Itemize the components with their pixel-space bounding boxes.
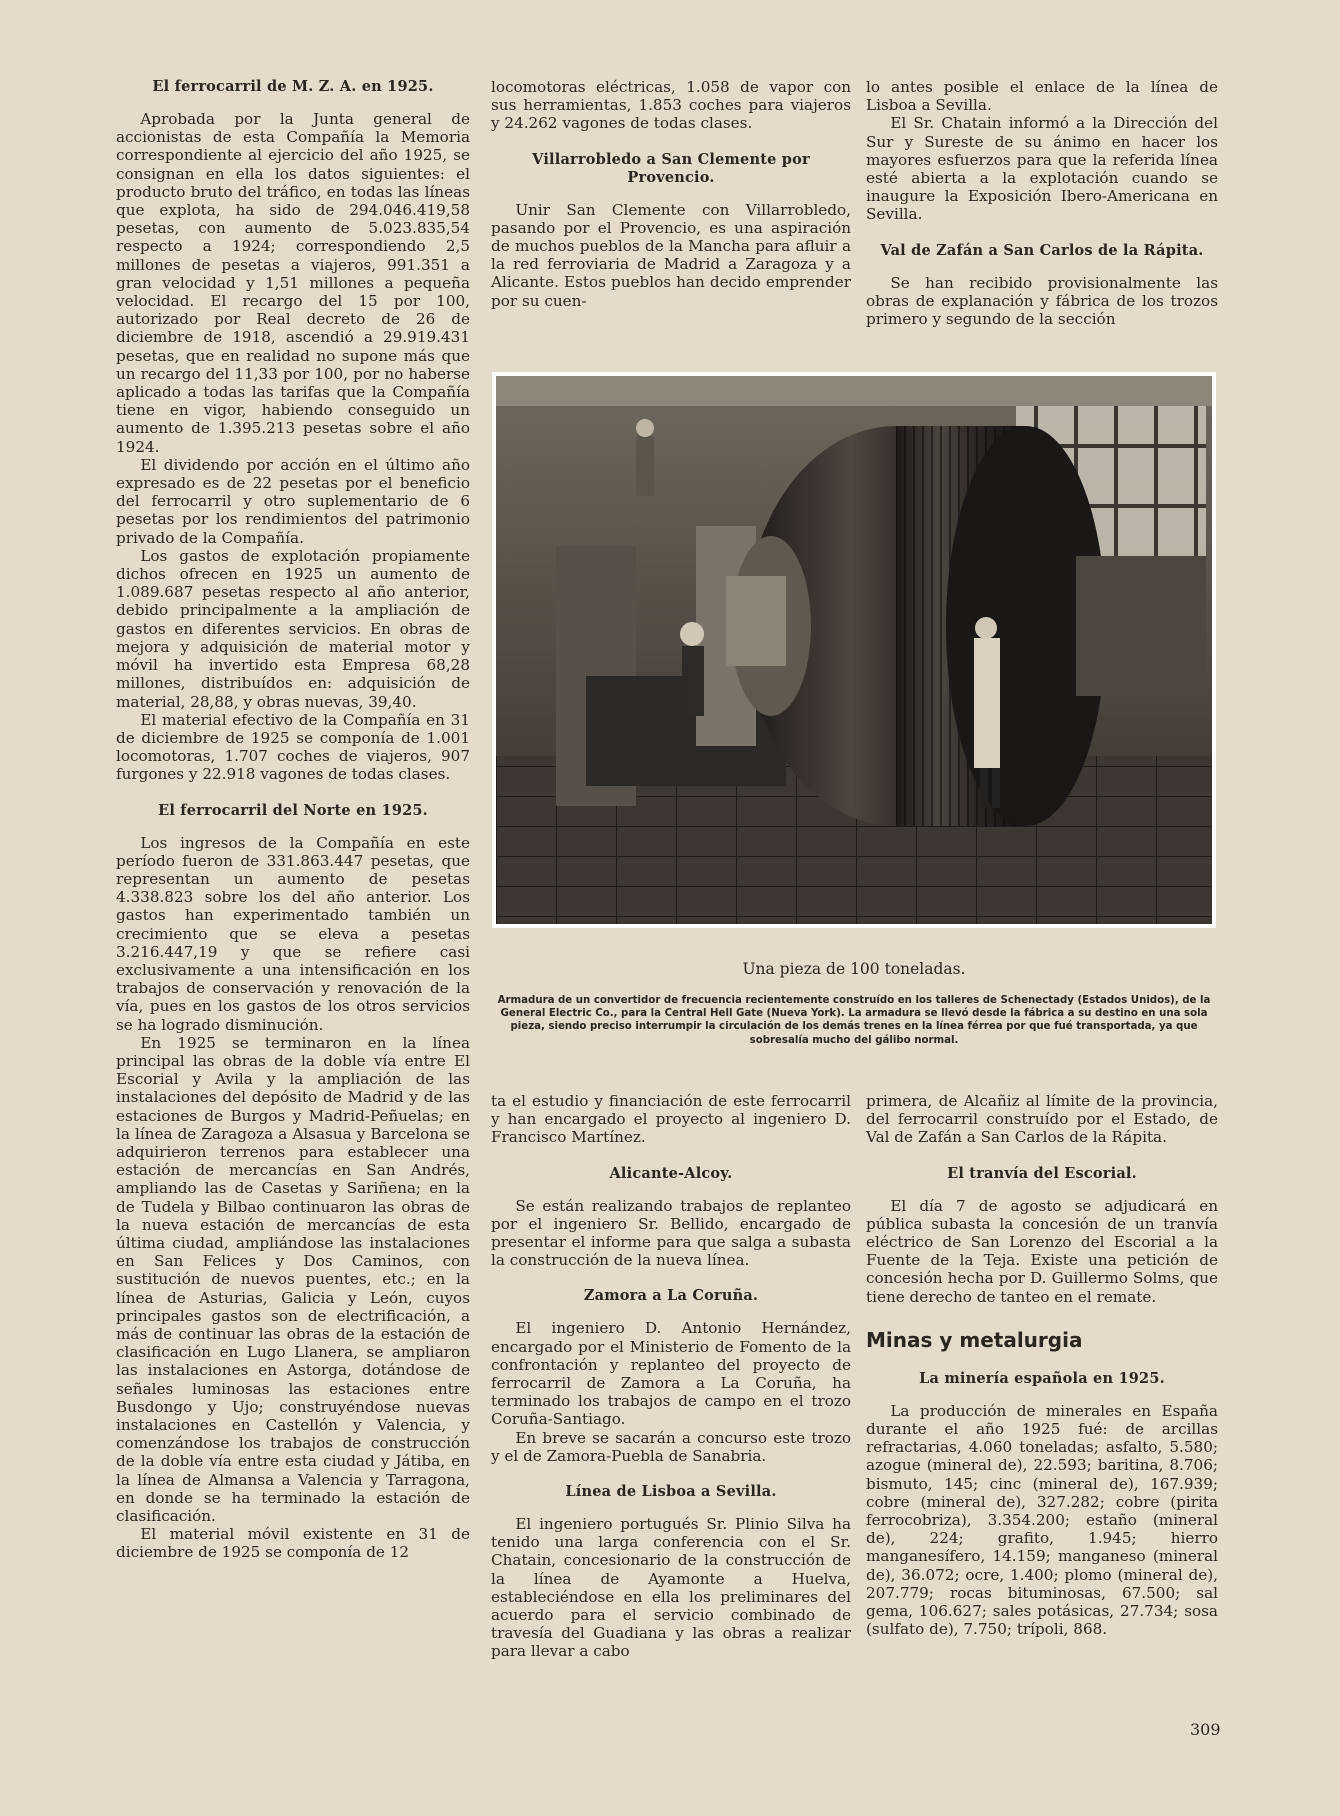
- text-column-2: [491, 78, 851, 310]
- article-heading-norte: El ferrocarril del Norte en 1925.: [158, 801, 428, 819]
- article-heading-val-de-zafan: Val de Zafán a San Carlos de la Rápita.: [880, 241, 1204, 259]
- text-column-3: [866, 78, 1218, 328]
- factory-armature-image: [496, 376, 1212, 924]
- page-number: 309: [1190, 1720, 1221, 1739]
- paragraph: ta el estudio y financiación de este ferrocarril y han encargado el proyecto al ingeniero D. Francisco Martínez.: [491, 1092, 851, 1147]
- paragraph: El ingeniero portugués Sr. Plinio Silva ha tenido una larga conferencia con el Sr. Chatain, concesionario de la construcción de la línea de Ayamonte a Huelva, estableciéndose en ella los preliminares del acuerdo para el servicio combinado de travesía del Guadiana y las obras a realizar para llevar a cabo: [491, 1515, 851, 1661]
- paragraph: Se han recibido provisionalmente las obras de explanación y fábrica de los trozos primero y segundo de la sección: [866, 273, 1218, 329]
- article-heading-zamora-coruna: Zamora a La Coruña.: [583, 1287, 759, 1305]
- paragraph: primera, de Alcañiz al límite de la provincia, del ferrocarril construído por el Estado, de Val de Zafán a San Carlos de la Rápita.: [866, 1092, 1218, 1147]
- paragraph: Unir San Clemente con Villarrobledo, pasando por el Provencio, es una aspiración de muchos pueblos de la Mancha para afluir a la red ferroviaria de Madrid a Zaragoza y a Alicante. Estos pueblos han decido emprender por su cuen-: [491, 200, 851, 310]
- text-column-4: [491, 1092, 851, 1661]
- paragraph: El material efectivo de la Compañía en 31 de diciembre de 1925 se componía de 1.001 locomotoras, 1.707 coches de viajeros, 907 furgones y 22.918 vagones de todas clases.: [116, 710, 470, 784]
- paragraph: El día 7 de agosto se adjudicará en pública subasta la concesión de un tranvía eléctrico de San Lorenzo del Escorial a la Fuente de la Teja. Existe una petición de concesión hecha por D. Guillermo Solms, que tiene derecho de tanteo en el remate.: [866, 1196, 1218, 1306]
- article-heading-mza: El ferrocarril de M. Z. A. en 1925.: [152, 78, 434, 95]
- paragraph: La producción de minerales en España durante el año 1925 fué: de arcillas refractarias, 4.060 toneladas; asfalto, 5.580; azogue (mineral de), 22.593; baritina, 8.706; bismuto, 145; cinc (mineral de), 167.939; cobre (mineral de), 327.282; cobre (pirita ferrocobriza), 3.354.200; estaño (mineral de), 224; grafito, 1.945; hierro manganesífero, 14.159; manganeso (mineral de), 36.072; ocre, 1.400; plomo (mineral de), 207.779; rocas bituminosas, 67.500; sal gema, 106.627; sales potásicas, 27.734; sosa (sulfato de), 7.750; trípoli, 868.: [866, 1401, 1218, 1639]
- figure-title: Una pieza de 100 toneladas.: [742, 960, 966, 978]
- paragraph: En 1925 se terminaron en la línea principal las obras de la doble vía entre El Escorial y Avila y la ampliación de las instalaciones del depósito de Madrid y de las estaciones de Burgos y Madrid-Peñuelas; en la línea de Zaragoza a Alsasua y Barcelona se adquirieron terrenos para establecer una estación de mercancías en San Andrés, ampliando las de Casetas y Sariñena; en la de Tudela y Bilbao continuaron las obras de la nueva estación de mercancías de esta última ciudad, ampliándose las instalaciones en San Felices y Dos Caminos, con sustitución de nuevos puentes, etc.; en la línea de Asturias, Galicia y León, cuyos principales gastos son de electrificación, a más de continuar las obras de la estación de clasificación en Lugo Llanera, se ampliaron las instalaciones en Astorga, dotándose de señales luminosas las estaciones entre Busdongo y Ujo; construyéndose nuevas instalaciones en Castellón y Valencia, y comenzándose los trabajos de construcción de la doble vía entre esta ciudad y Játiba, en la línea de Almansa a Valencia y Tarragona, en donde se ha terminado la estación de clasificación.: [116, 1033, 470, 1526]
- paragraph: En breve se sacarán a concurso este trozo y el de Zamora-Puebla de Sanabria.: [491, 1428, 851, 1465]
- text-column-1: [116, 78, 470, 1562]
- paragraph: locomotoras eléctricas, 1.058 de vapor con sus herramientas, 1.853 coches para viajeros y 24.262 vagones de todas clases.: [491, 78, 851, 133]
- article-heading-mineria: La minería española en 1925.: [919, 1369, 1165, 1387]
- armature-photograph: [492, 372, 1216, 928]
- text-column-5: [866, 1092, 1218, 1638]
- article-heading-villarrobledo: Villarrobledo a San Clemente por Provencio.: [532, 150, 810, 186]
- article-heading-alicante-alcoy: Alicante-Alcoy.: [609, 1164, 733, 1182]
- paragraph: Los gastos de explotación propiamente dichos ofrecen en 1925 un aumento de 1.089.687 pesetas respecto al año anterior, debido principalmente a la ampliación de gastos en diferentes servicios. En obras de mejora y adquisición de material motor y móvil ha invertido esta Empresa 68,28 millones, distribuídos en: adquisición de material, 28,88, y obras nuevas, 39,40.: [116, 546, 470, 711]
- paragraph: Se están realizando trabajos de replanteo por el ingeniero Sr. Bellido, encargado de presentar el informe para que salga a subasta la construcción de la nueva línea.: [491, 1196, 851, 1270]
- paragraph: El dividendo por acción en el último año expresado es de 22 pesetas por el beneficio del ferrocarril y otro suplementario de 6 pesetas por los rendimientos del patrimonio privado de la Compañía.: [116, 455, 470, 547]
- paragraph: lo antes posible el enlace de la línea de Lisboa a Sevilla.: [866, 78, 1218, 115]
- paragraph: Los ingresos de la Compañía en este período fueron de 331.863.447 pesetas, que representan un aumento de pesetas 4.338.823 sobre los del año anterior. Los gastos han experimentado también un crecimiento que se eleva a pesetas 3.216.447,19 y que se refiere casi exclusivamente a una intensificación en los trabajos de conservación y renovación de la vía, pues en los gastos de los otros servicios se ha logrado disminución.: [116, 833, 470, 1034]
- article-heading-tranvia-escorial: El tranvía del Escorial.: [947, 1164, 1137, 1182]
- article-heading-lisboa-sevilla: Línea de Lisboa a Sevilla.: [565, 1483, 777, 1501]
- paragraph: Aprobada por la Junta general de accionistas de esta Compañía la Memoria correspondiente al ejercicio del año 1925, se consignan en ella los datos siguientes: el producto bruto del tráfico, en todas las líneas que explota, ha sido de 294.046.419,58 pesetas, con aumento de 5.023.835,54 respecto a 1924; correspondiendo 2,5 millones de pesetas a viajeros, 991.351 a gran velocidad y 1,51 millones a pequeña velocidad. El recargo del 15 por 100, autorizado por Real decreto de 26 de diciembre de 1918, ascendió a 29.919.431 pesetas, que en realidad no supone más que un recargo del 11,33 por 100, por no haberse aplicado a todas las tarifas que la Compañía tiene en vigor, habiendo conseguido un aumento de 1.395.213 pesetas sobre el año 1924.: [116, 110, 470, 456]
- paragraph: El Sr. Chatain informó a la Dirección del Sur y Sureste de su ánimo en hacer los mayores esfuerzos para que la referida línea esté abierta a la explotación cuando se inaugure la Exposición Ibero-Americana en Sevilla.: [866, 114, 1218, 224]
- section-heading-minas: Minas y metalurgia: [866, 1327, 1083, 1352]
- paragraph: El ingeniero D. Antonio Hernández, encargado por el Ministerio de Fomento de la confrontación y replanteo del proyecto de ferrocarril de Zamora a La Coruña, ha terminado los trabajos de campo en el trozo Coruña-Santiago.: [491, 1319, 851, 1429]
- figure-caption: Armadura de un convertidor de frecuencia recientemente construído en los talleres de Schenectady (Estados Unidos), de la General Electric Co., para la Central Hell Gate (Nueva York). La armadura se llevó desde la fábrica a su destino en una sola pieza, siendo preciso interrumpir la circulación de los demás trenes en la línea férrea por que fué transportada, ya que sobresalía mucho del gálibo normal.: [497, 995, 1211, 1046]
- paragraph: El material móvil existente en 31 de diciembre de 1925 se componía de 12: [116, 1525, 470, 1562]
